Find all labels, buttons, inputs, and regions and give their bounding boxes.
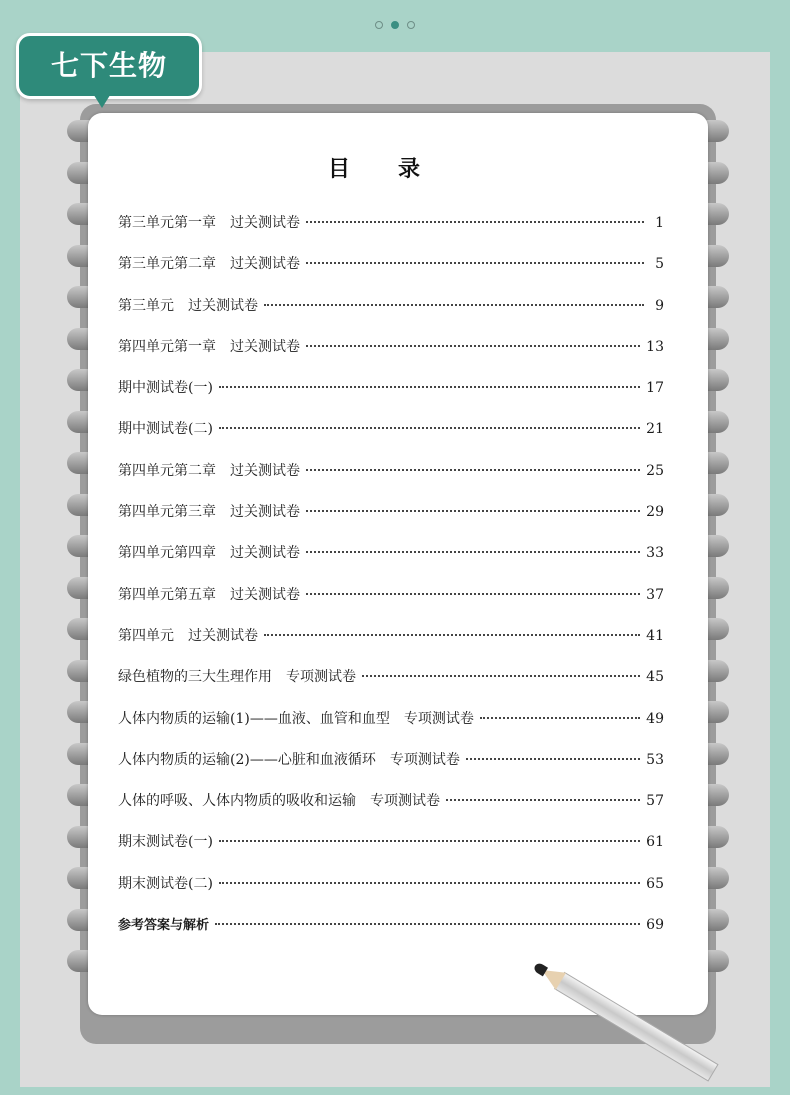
toc-entry-page: 1 (655, 215, 664, 231)
toc-entry-title: 第四单元 过关测试卷 (118, 627, 258, 644)
toc-entry-page: 5 (655, 256, 664, 273)
dot-leader (306, 469, 640, 471)
toc-entry-page: 29 (646, 504, 664, 521)
toc-entry[interactable] (118, 295, 664, 336)
toc-entry[interactable] (118, 542, 664, 583)
dot-leader (219, 427, 640, 429)
toc-entry-page: 69 (646, 917, 664, 934)
toc-entry-title: 第四单元第二章 过关测试卷 (118, 462, 300, 479)
subject-badge-label: 七下生物 (50, 49, 167, 82)
dot-leader (264, 634, 640, 636)
dot-leader (446, 799, 640, 801)
toc-entry[interactable] (118, 749, 664, 790)
toc-entry-title: 绿色植物的三大生理作用 专项测试卷 (118, 669, 356, 686)
toc-entry-page: 37 (646, 586, 664, 603)
toc-entry-title: 参考答案与解析 (118, 918, 210, 934)
page-dot[interactable] (375, 21, 383, 29)
badge-pointer (92, 92, 112, 108)
toc-entry[interactable] (118, 336, 664, 377)
dot-leader (306, 510, 640, 512)
toc-entry[interactable] (118, 666, 664, 707)
toc-entry[interactable] (118, 460, 664, 501)
toc-entry-page: 45 (646, 669, 664, 686)
dot-leader (306, 262, 644, 264)
toc-entry-page: 25 (646, 462, 664, 479)
dot-leader (306, 551, 640, 553)
toc-list (118, 212, 664, 955)
toc-entry[interactable] (118, 625, 664, 666)
toc-entry-title: 第三单元第二章 过关测试卷 (118, 256, 300, 273)
toc-entry-title: 期末测试卷(二) (118, 875, 213, 892)
dot-leader (466, 758, 640, 760)
toc-entry-title: 第三单元 过关测试卷 (118, 297, 258, 314)
dot-leader (306, 345, 640, 347)
toc-title: 目录 (327, 157, 468, 182)
toc-entry[interactable] (118, 584, 664, 625)
toc-entry[interactable] (118, 377, 664, 418)
toc-entry[interactable] (118, 831, 664, 872)
toc-entry[interactable] (118, 418, 664, 459)
toc-entry-page: 53 (646, 751, 664, 768)
dot-leader (306, 221, 644, 223)
toc-entry-title: 期中测试卷(二) (118, 421, 213, 438)
page-indicator (0, 14, 790, 33)
toc-entry-page: 9 (655, 297, 664, 314)
dot-leader (362, 675, 640, 677)
page-dot[interactable] (407, 21, 415, 29)
toc-entry-title: 期末测试卷(一) (118, 834, 213, 851)
toc-entry-title: 人体内物质的运输(1)——血液、血管和血型 专项测试卷 (118, 710, 474, 727)
toc-entry-title: 第四单元第五章 过关测试卷 (118, 586, 300, 603)
toc-entry[interactable] (118, 212, 664, 253)
toc-entry-title: 第三单元第一章 过关测试卷 (118, 215, 300, 231)
page-dot-active[interactable] (391, 21, 399, 29)
toc-entry[interactable] (118, 873, 664, 914)
dot-leader (264, 304, 644, 306)
toc-entry[interactable] (118, 790, 664, 831)
toc-entry-page: 41 (646, 627, 664, 644)
dot-leader (306, 593, 640, 595)
dot-leader (219, 840, 640, 842)
toc-entry-title: 第四单元第一章 过关测试卷 (118, 338, 300, 355)
toc-entry-page: 21 (646, 421, 664, 438)
toc-entry[interactable] (118, 501, 664, 542)
toc-entry-page: 65 (646, 875, 664, 892)
toc-entry[interactable] (118, 708, 664, 749)
toc-entry-title: 人体的呼吸、人体内物质的吸收和运输 专项测试卷 (118, 793, 440, 810)
dot-leader (219, 386, 640, 388)
dot-leader (219, 882, 640, 884)
dot-leader (480, 717, 640, 719)
toc-entry-page: 17 (646, 380, 664, 397)
toc-entry-page: 57 (646, 793, 664, 810)
toc-entry[interactable] (118, 914, 664, 955)
toc-entry-page: 13 (646, 338, 664, 355)
toc-entry-title: 第四单元第三章 过关测试卷 (118, 504, 300, 521)
subject-badge (16, 33, 202, 99)
toc-entry-page: 49 (646, 710, 664, 727)
toc-entry-title: 第四单元第四章 过关测试卷 (118, 545, 300, 562)
toc-entry-title: 人体内物质的运输(2)——心脏和血液循环 专项测试卷 (118, 751, 460, 768)
toc-entry-page: 61 (646, 834, 664, 851)
toc-entry-page: 33 (646, 545, 664, 562)
dot-leader (215, 923, 640, 925)
toc-entry[interactable] (118, 253, 664, 294)
toc-entry-title: 期中测试卷(一) (118, 380, 213, 397)
